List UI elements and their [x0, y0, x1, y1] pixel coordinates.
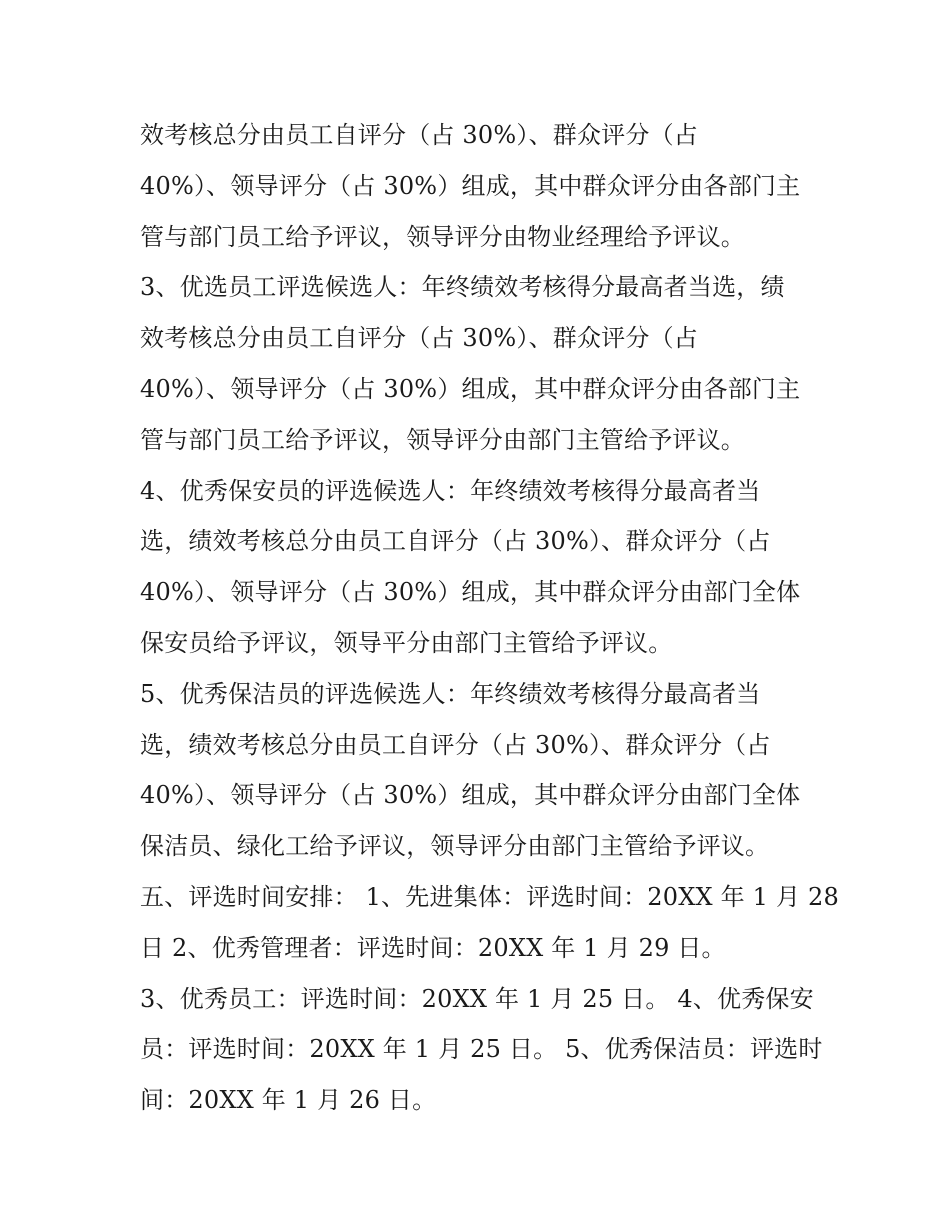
- text-line: 3、优秀员工：评选时间：20XX 年 1 月 25 日。 4、优秀保安: [140, 984, 814, 1013]
- text-line: 选，绩效考核总分由员工自评分（占 30%）、群众评分（占: [140, 527, 771, 556]
- text-line: 效考核总分由员工自评分（占 30%）、群众评分（占: [140, 121, 698, 149]
- text-line: 40%）、领导评分（占 30%）组成，其中群众评分由部门全体: [140, 578, 801, 607]
- text-line: 4、优秀保安员的评选候选人：年终绩效考核得分最高者当: [140, 476, 761, 505]
- text-line: 保安员给予评议，领导平分由部门主管给予评议。: [140, 628, 673, 657]
- text-line: 5、优秀保洁员的评选候选人：年终绩效考核得分最高者当: [140, 679, 761, 708]
- text-line: 40%）、领导评分（占 30%）组成，其中群众评分由各部门主: [140, 171, 801, 200]
- text-line: 五、评选时间安排： 1、先进集体：评选时间：20XX 年 1 月 28: [140, 882, 839, 911]
- text-line: 3、优选员工评选候选人：年终绩效考核得分最高者当选，绩: [140, 273, 785, 302]
- text-line: 选，绩效考核总分由员工自评分（占 30%）、群众评分（占: [140, 730, 771, 759]
- body-text: [140, 110, 839, 1126]
- text-line: 管与部门员工给予评议，领导评分由物业经理给予评议。: [140, 222, 745, 251]
- text-line: 40%）、领导评分（占 30%）组成，其中群众评分由各部门主: [140, 374, 801, 403]
- text-line: 管与部门员工给予评议，领导评分由部门主管给予评议。: [140, 425, 745, 454]
- text-line: 日 2、优秀管理者：评选时间：20XX 年 1 月 29 日。: [140, 933, 726, 962]
- text-line: 保洁员、绿化工给予评议，领导评分由部门主管给予评议。: [140, 832, 770, 861]
- text-line: 员：评选时间：20XX 年 1 月 25 日。 5、优秀保洁员：评选时: [140, 1035, 823, 1064]
- text-line: 间：20XX 年 1 月 26 日。: [140, 1086, 437, 1115]
- text-line: 效考核总分由员工自评分（占 30%）、群众评分（占: [140, 324, 698, 353]
- text-line: 40%）、领导评分（占 30%）组成，其中群众评分由部门全体: [140, 781, 801, 810]
